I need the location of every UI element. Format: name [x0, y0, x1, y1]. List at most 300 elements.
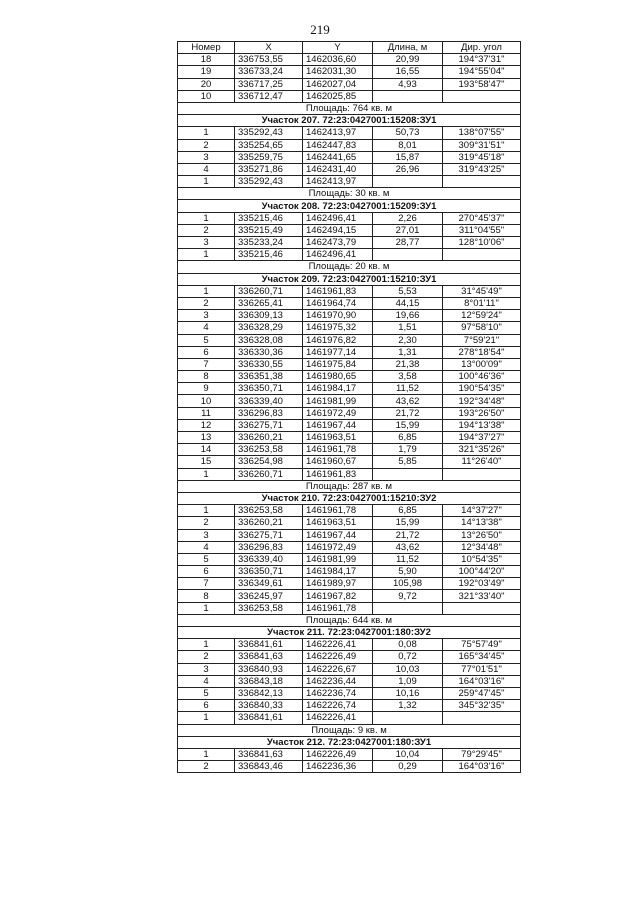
x-coordinate-cell: 336245,97	[235, 590, 303, 602]
area-row	[178, 724, 521, 736]
header-x: X	[235, 42, 303, 54]
point-number-cell: 1	[178, 748, 235, 760]
direction-angle-cell: 77°01'51"	[443, 663, 521, 675]
direction-angle-cell: 259°47'45"	[443, 687, 521, 699]
section-title-row	[178, 627, 521, 639]
x-coordinate-cell: 336712,47	[235, 90, 303, 102]
x-coordinate-cell: 336275,71	[235, 419, 303, 431]
y-coordinate-cell: 1462025,85	[303, 90, 373, 102]
table-row	[178, 358, 521, 370]
point-number-cell: 1	[178, 249, 235, 261]
direction-angle-cell	[443, 176, 521, 188]
direction-angle-cell: 321°35'26"	[443, 444, 521, 456]
direction-angle-cell	[443, 90, 521, 102]
table-row	[178, 761, 521, 773]
length-cell: 21,72	[373, 529, 443, 541]
length-cell: 15,87	[373, 151, 443, 163]
direction-angle-cell: 7°59'21"	[443, 334, 521, 346]
x-coordinate-cell: 336841,63	[235, 651, 303, 663]
area-row	[178, 614, 521, 626]
y-coordinate-cell: 1462496,41	[303, 249, 373, 261]
table-row	[178, 566, 521, 578]
y-coordinate-cell: 1462473,79	[303, 237, 373, 249]
area-row	[178, 188, 521, 200]
point-number-cell: 2	[178, 139, 235, 151]
length-cell: 11,52	[373, 383, 443, 395]
table-row	[178, 176, 521, 188]
length-cell: 0,29	[373, 761, 443, 773]
length-cell: 9,72	[373, 590, 443, 602]
area-value: Площадь: 30 кв. м	[178, 188, 521, 200]
table-row	[178, 700, 521, 712]
x-coordinate-cell: 335259,75	[235, 151, 303, 163]
point-number-cell: 1	[178, 602, 235, 614]
length-cell: 1,51	[373, 322, 443, 334]
point-number-cell: 3	[178, 663, 235, 675]
section-title-row	[178, 736, 521, 748]
direction-angle-cell: 14°13'38"	[443, 517, 521, 529]
y-coordinate-cell: 1461961,83	[303, 285, 373, 297]
table-row	[178, 322, 521, 334]
length-cell: 50,73	[373, 127, 443, 139]
direction-angle-cell: 345°32'35"	[443, 700, 521, 712]
y-coordinate-cell: 1462236,44	[303, 675, 373, 687]
length-cell: 8,01	[373, 139, 443, 151]
direction-angle-cell: 13°00'09"	[443, 358, 521, 370]
coordinates-table	[177, 41, 521, 773]
x-coordinate-cell: 336330,55	[235, 358, 303, 370]
page-number: 219	[310, 22, 330, 37]
x-coordinate-cell: 335271,86	[235, 163, 303, 175]
length-cell: 43,62	[373, 395, 443, 407]
direction-angle-cell: 31°45'49"	[443, 285, 521, 297]
direction-angle-cell: 11°26'40"	[443, 456, 521, 468]
y-coordinate-cell: 1462494,15	[303, 224, 373, 236]
x-coordinate-cell: 336350,71	[235, 383, 303, 395]
area-value: Площадь: 287 кв. м	[178, 480, 521, 492]
length-cell: 10,04	[373, 748, 443, 760]
x-coordinate-cell: 336717,25	[235, 78, 303, 90]
direction-angle-cell: 193°26'50"	[443, 407, 521, 419]
direction-angle-cell: 193°58'47"	[443, 78, 521, 90]
table-row	[178, 432, 521, 444]
table-row	[178, 748, 521, 760]
x-coordinate-cell: 336253,58	[235, 444, 303, 456]
direction-angle-cell: 100°44'20"	[443, 566, 521, 578]
point-number-cell: 7	[178, 358, 235, 370]
table-row	[178, 78, 521, 90]
point-number-cell: 20	[178, 78, 235, 90]
length-cell: 1,32	[373, 700, 443, 712]
length-cell	[373, 249, 443, 261]
x-coordinate-cell: 336260,71	[235, 285, 303, 297]
x-coordinate-cell: 336840,33	[235, 700, 303, 712]
length-cell: 10,03	[373, 663, 443, 675]
area-row	[178, 480, 521, 492]
x-coordinate-cell: 336296,83	[235, 407, 303, 419]
direction-angle-cell: 10°54'35"	[443, 553, 521, 565]
table-row	[178, 675, 521, 687]
point-number-cell: 5	[178, 553, 235, 565]
x-coordinate-cell: 336296,83	[235, 541, 303, 553]
x-coordinate-cell: 336843,18	[235, 675, 303, 687]
x-coordinate-cell: 336841,61	[235, 712, 303, 724]
y-coordinate-cell: 1461961,78	[303, 602, 373, 614]
y-coordinate-cell: 1462226,41	[303, 639, 373, 651]
direction-angle-cell: 194°37'31"	[443, 54, 521, 66]
table-row	[178, 66, 521, 78]
table-row	[178, 346, 521, 358]
direction-angle-cell: 79°29'45"	[443, 748, 521, 760]
y-coordinate-cell: 1462236,36	[303, 761, 373, 773]
table-row	[178, 407, 521, 419]
y-coordinate-cell: 1461984,17	[303, 566, 373, 578]
point-number-cell: 4	[178, 322, 235, 334]
direction-angle-cell: 128°10'06"	[443, 237, 521, 249]
section-title: Участок 209. 72:23:0427001:15210:ЗУ1	[178, 273, 521, 285]
length-cell: 21,38	[373, 358, 443, 370]
y-coordinate-cell: 1461963,51	[303, 517, 373, 529]
y-coordinate-cell: 1461981,99	[303, 395, 373, 407]
direction-angle-cell	[443, 712, 521, 724]
x-coordinate-cell: 336254,98	[235, 456, 303, 468]
y-coordinate-cell: 1461967,82	[303, 590, 373, 602]
length-cell: 27,01	[373, 224, 443, 236]
length-cell: 11,52	[373, 553, 443, 565]
length-cell	[373, 712, 443, 724]
direction-angle-cell: 97°58'10"	[443, 322, 521, 334]
direction-angle-cell: 278°18'54"	[443, 346, 521, 358]
table-row	[178, 456, 521, 468]
point-number-cell: 2	[178, 517, 235, 529]
point-number-cell: 5	[178, 334, 235, 346]
point-number-cell: 6	[178, 566, 235, 578]
point-number-cell: 3	[178, 310, 235, 322]
length-cell: 10,16	[373, 687, 443, 699]
point-number-cell: 6	[178, 700, 235, 712]
point-number-cell: 3	[178, 151, 235, 163]
point-number-cell: 15	[178, 456, 235, 468]
point-number-cell: 4	[178, 163, 235, 175]
length-cell: 28,77	[373, 237, 443, 249]
y-coordinate-cell: 1461981,99	[303, 553, 373, 565]
length-cell: 6,85	[373, 432, 443, 444]
y-coordinate-cell: 1461961,83	[303, 468, 373, 480]
table-header-row	[178, 42, 521, 54]
y-coordinate-cell: 1461967,44	[303, 419, 373, 431]
point-number-cell: 4	[178, 541, 235, 553]
point-number-cell: 1	[178, 127, 235, 139]
length-cell: 1,31	[373, 346, 443, 358]
y-coordinate-cell: 1462226,49	[303, 748, 373, 760]
direction-angle-cell: 165°34'45"	[443, 651, 521, 663]
table-row	[178, 541, 521, 553]
direction-angle-cell: 194°37'27"	[443, 432, 521, 444]
section-title: Участок 212. 72:23:0427001:180:ЗУ1	[178, 736, 521, 748]
x-coordinate-cell: 335292,43	[235, 176, 303, 188]
direction-angle-cell: 194°55'04"	[443, 66, 521, 78]
length-cell: 20,99	[373, 54, 443, 66]
table-row	[178, 151, 521, 163]
y-coordinate-cell: 1462226,49	[303, 651, 373, 663]
length-cell	[373, 176, 443, 188]
y-coordinate-cell: 1462447,83	[303, 139, 373, 151]
section-title-row	[178, 115, 521, 127]
section-title-row	[178, 492, 521, 504]
y-coordinate-cell: 1461961,78	[303, 505, 373, 517]
table-row	[178, 468, 521, 480]
table-row	[178, 212, 521, 224]
x-coordinate-cell: 336842,13	[235, 687, 303, 699]
table-row	[178, 249, 521, 261]
direction-angle-cell	[443, 468, 521, 480]
section-title-row	[178, 200, 521, 212]
table-row	[178, 602, 521, 614]
x-coordinate-cell: 336328,29	[235, 322, 303, 334]
y-coordinate-cell: 1461961,78	[303, 444, 373, 456]
x-coordinate-cell: 336275,71	[235, 529, 303, 541]
table-row	[178, 127, 521, 139]
table-row	[178, 383, 521, 395]
area-row	[178, 261, 521, 273]
x-coordinate-cell: 336260,21	[235, 517, 303, 529]
length-cell: 6,85	[373, 505, 443, 517]
length-cell: 16,55	[373, 66, 443, 78]
y-coordinate-cell: 1461972,49	[303, 541, 373, 553]
x-coordinate-cell: 336350,71	[235, 566, 303, 578]
length-cell: 44,15	[373, 297, 443, 309]
area-value: Площадь: 764 кв. м	[178, 102, 521, 114]
y-coordinate-cell: 1461975,32	[303, 322, 373, 334]
point-number-cell: 3	[178, 237, 235, 249]
direction-angle-cell: 319°43'25"	[443, 163, 521, 175]
table-row	[178, 395, 521, 407]
y-coordinate-cell: 1461984,17	[303, 383, 373, 395]
x-coordinate-cell: 335254,65	[235, 139, 303, 151]
point-number-cell: 1	[178, 505, 235, 517]
y-coordinate-cell: 1462413,97	[303, 176, 373, 188]
point-number-cell: 2	[178, 224, 235, 236]
point-number-cell: 1	[178, 176, 235, 188]
length-cell: 105,98	[373, 578, 443, 590]
point-number-cell: 10	[178, 395, 235, 407]
length-cell	[373, 90, 443, 102]
area-value: Площадь: 9 кв. м	[178, 724, 521, 736]
length-cell: 0,72	[373, 651, 443, 663]
length-cell: 19,66	[373, 310, 443, 322]
table-row	[178, 371, 521, 383]
section-title: Участок 208. 72:23:0427001:15209:ЗУ1	[178, 200, 521, 212]
table-body	[178, 54, 521, 773]
length-cell	[373, 602, 443, 614]
length-cell: 2,26	[373, 212, 443, 224]
x-coordinate-cell: 336841,63	[235, 748, 303, 760]
direction-angle-cell: 190°54'35"	[443, 383, 521, 395]
x-coordinate-cell: 335292,43	[235, 127, 303, 139]
direction-angle-cell: 192°34'48"	[443, 395, 521, 407]
y-coordinate-cell: 1462027,04	[303, 78, 373, 90]
y-coordinate-cell: 1462031,30	[303, 66, 373, 78]
direction-angle-cell: 319°45'18"	[443, 151, 521, 163]
direction-angle-cell: 8°01'11"	[443, 297, 521, 309]
header-y: Y	[303, 42, 373, 54]
x-coordinate-cell: 336260,71	[235, 468, 303, 480]
table-row	[178, 553, 521, 565]
table-row	[178, 651, 521, 663]
x-coordinate-cell: 335233,24	[235, 237, 303, 249]
direction-angle-cell: 75°57'49"	[443, 639, 521, 651]
y-coordinate-cell: 1461967,44	[303, 529, 373, 541]
x-coordinate-cell: 336840,93	[235, 663, 303, 675]
y-coordinate-cell: 1461972,49	[303, 407, 373, 419]
header-length: Длина, м	[373, 42, 443, 54]
point-number-cell: 3	[178, 529, 235, 541]
x-coordinate-cell: 336753,55	[235, 54, 303, 66]
point-number-cell: 18	[178, 54, 235, 66]
point-number-cell: 2	[178, 297, 235, 309]
point-number-cell: 8	[178, 371, 235, 383]
length-cell: 0,08	[373, 639, 443, 651]
direction-angle-cell: 14°37'27"	[443, 505, 521, 517]
point-number-cell: 5	[178, 687, 235, 699]
length-cell: 5,85	[373, 456, 443, 468]
point-number-cell: 2	[178, 651, 235, 663]
x-coordinate-cell: 335215,49	[235, 224, 303, 236]
x-coordinate-cell: 336253,58	[235, 602, 303, 614]
y-coordinate-cell: 1461970,90	[303, 310, 373, 322]
length-cell	[373, 468, 443, 480]
length-cell: 21,72	[373, 407, 443, 419]
section-title: Участок 210. 72:23:0427001:15210:ЗУ2	[178, 492, 521, 504]
length-cell: 3,58	[373, 371, 443, 383]
header-number: Номер	[178, 42, 235, 54]
x-coordinate-cell: 336733,24	[235, 66, 303, 78]
length-cell: 43,62	[373, 541, 443, 553]
direction-angle-cell: 164°03'16"	[443, 761, 521, 773]
table-row	[178, 578, 521, 590]
y-coordinate-cell: 1461975,84	[303, 358, 373, 370]
length-cell: 15,99	[373, 517, 443, 529]
direction-angle-cell	[443, 602, 521, 614]
x-coordinate-cell: 336339,40	[235, 395, 303, 407]
table-row	[178, 639, 521, 651]
y-coordinate-cell: 1462036,60	[303, 54, 373, 66]
table-row	[178, 90, 521, 102]
table-row	[178, 517, 521, 529]
section-title: Участок 211. 72:23:0427001:180:ЗУ2	[178, 627, 521, 639]
x-coordinate-cell: 336253,58	[235, 505, 303, 517]
point-number-cell: 1	[178, 639, 235, 651]
x-coordinate-cell: 336330,36	[235, 346, 303, 358]
table-row	[178, 163, 521, 175]
table-row	[178, 712, 521, 724]
direction-angle-cell	[443, 249, 521, 261]
table-row	[178, 419, 521, 431]
table-row	[178, 237, 521, 249]
point-number-cell: 11	[178, 407, 235, 419]
point-number-cell: 12	[178, 419, 235, 431]
table-row	[178, 687, 521, 699]
direction-angle-cell: 321°33'40"	[443, 590, 521, 602]
y-coordinate-cell: 1461980,65	[303, 371, 373, 383]
area-row	[178, 102, 521, 114]
x-coordinate-cell: 336328,08	[235, 334, 303, 346]
table-row	[178, 663, 521, 675]
x-coordinate-cell: 335215,46	[235, 249, 303, 261]
point-number-cell: 1	[178, 468, 235, 480]
direction-angle-cell: 311°04'55"	[443, 224, 521, 236]
point-number-cell: 19	[178, 66, 235, 78]
direction-angle-cell: 194°13'38"	[443, 419, 521, 431]
table-row	[178, 224, 521, 236]
length-cell: 15,99	[373, 419, 443, 431]
table-row	[178, 529, 521, 541]
point-number-cell: 6	[178, 346, 235, 358]
x-coordinate-cell: 336309,13	[235, 310, 303, 322]
point-number-cell: 4	[178, 675, 235, 687]
x-coordinate-cell: 336265,41	[235, 297, 303, 309]
point-number-cell: 9	[178, 383, 235, 395]
y-coordinate-cell: 1461989,97	[303, 578, 373, 590]
y-coordinate-cell: 1462431,40	[303, 163, 373, 175]
x-coordinate-cell: 336349,61	[235, 578, 303, 590]
y-coordinate-cell: 1461964,74	[303, 297, 373, 309]
header-direction-angle: Дир. угол	[443, 42, 521, 54]
y-coordinate-cell: 1461960,67	[303, 456, 373, 468]
point-number-cell: 13	[178, 432, 235, 444]
y-coordinate-cell: 1461977,14	[303, 346, 373, 358]
y-coordinate-cell: 1462236,74	[303, 687, 373, 699]
x-coordinate-cell: 336339,40	[235, 553, 303, 565]
length-cell: 26,96	[373, 163, 443, 175]
table-row	[178, 285, 521, 297]
table-row	[178, 139, 521, 151]
point-number-cell: 10	[178, 90, 235, 102]
point-number-cell: 7	[178, 578, 235, 590]
point-number-cell: 1	[178, 212, 235, 224]
direction-angle-cell: 100°46'36"	[443, 371, 521, 383]
table-row	[178, 505, 521, 517]
section-title-row	[178, 273, 521, 285]
y-coordinate-cell: 1462226,74	[303, 700, 373, 712]
point-number-cell: 2	[178, 761, 235, 773]
table-row	[178, 334, 521, 346]
x-coordinate-cell: 336260,21	[235, 432, 303, 444]
table-row	[178, 297, 521, 309]
length-cell: 5,90	[373, 566, 443, 578]
table-row	[178, 54, 521, 66]
y-coordinate-cell: 1462496,41	[303, 212, 373, 224]
y-coordinate-cell: 1461976,82	[303, 334, 373, 346]
point-number-cell: 8	[178, 590, 235, 602]
section-title: Участок 207. 72:23:0427001:15208:ЗУ1	[178, 115, 521, 127]
direction-angle-cell: 192°03'49"	[443, 578, 521, 590]
direction-angle-cell: 164°03'16"	[443, 675, 521, 687]
y-coordinate-cell: 1461963,51	[303, 432, 373, 444]
direction-angle-cell: 309°31'51"	[443, 139, 521, 151]
direction-angle-cell: 13°26'50"	[443, 529, 521, 541]
y-coordinate-cell: 1462441,65	[303, 151, 373, 163]
direction-angle-cell: 270°45'37"	[443, 212, 521, 224]
direction-angle-cell: 12°59'24"	[443, 310, 521, 322]
point-number-cell: 14	[178, 444, 235, 456]
table-row	[178, 444, 521, 456]
y-coordinate-cell: 1462413,97	[303, 127, 373, 139]
length-cell: 1,79	[373, 444, 443, 456]
y-coordinate-cell: 1462226,41	[303, 712, 373, 724]
direction-angle-cell: 138°07'55"	[443, 127, 521, 139]
length-cell: 4,93	[373, 78, 443, 90]
